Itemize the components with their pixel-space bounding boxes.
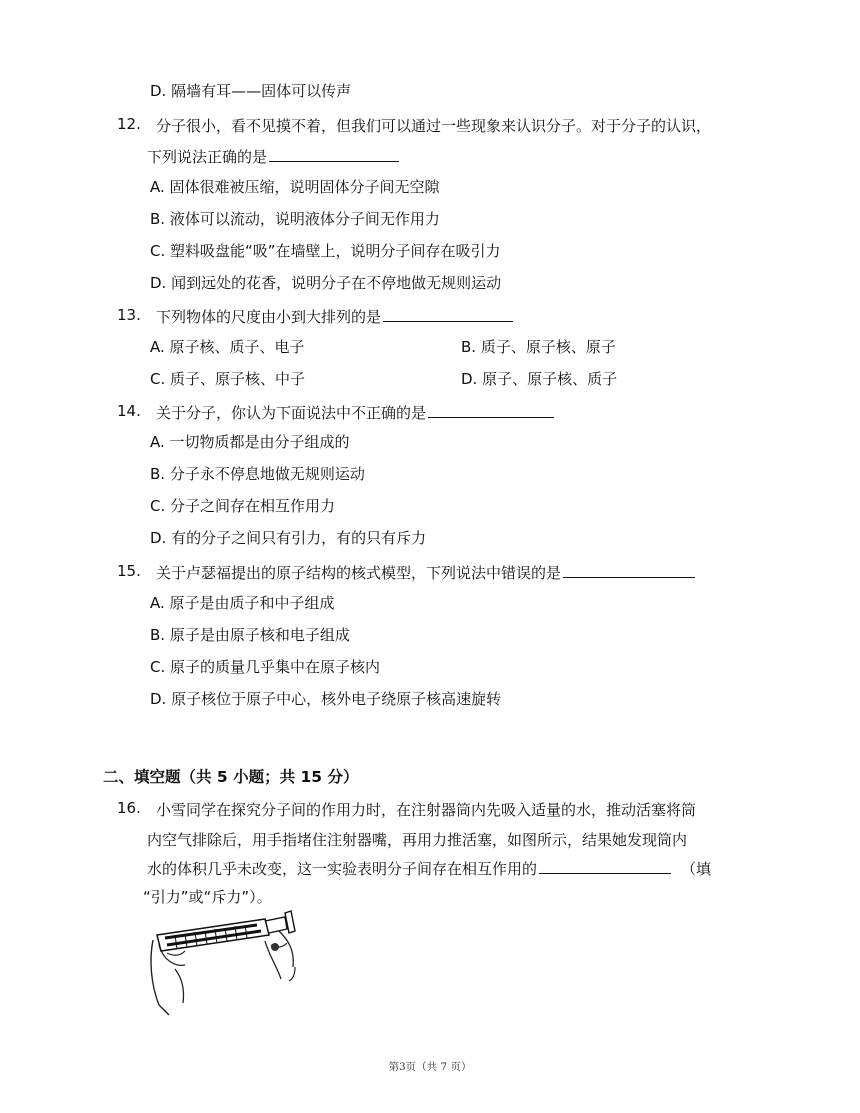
q16-stem-line1: 小雪同学在探究分子间的作用力时，在注射器筒内先吸入适量的水，推动活塞将筒 <box>156 801 697 819</box>
q12-option-b: B. 液体可以流动，说明液体分子间无作用力 <box>150 210 440 228</box>
q12-option-c: C. 塑料吸盘能“吸”在墙壁上，说明分子间存在吸引力 <box>150 242 501 260</box>
page-footer: 第3页（共 7 页） <box>388 1061 472 1073</box>
q14-option-b: B. 分子永不停息地做无规则运动 <box>150 465 365 483</box>
q14-option-c: C. 分子之间存在相互作用力 <box>150 497 336 515</box>
q15-stem-text: 关于卢瑟福提出的原子结构的核式模型，下列说法中错误的是 <box>156 564 562 582</box>
syringe-hand-illustration <box>145 905 305 1017</box>
q14-number: 14. <box>117 402 141 420</box>
q15-option-a: A. 原子是由质子和中子组成 <box>150 594 335 612</box>
q13-number: 13. <box>117 306 141 324</box>
q15-stem <box>156 562 695 583</box>
section-heading: 二、填空题（共 5 小题；共 15 分） <box>103 768 359 786</box>
q15-option-b: B. 原子是由原子核和电子组成 <box>150 626 350 644</box>
answer-blank[interactable] <box>269 147 399 162</box>
q14-option-d: D. 有的分子之间只有引力，有的只有斥力 <box>150 529 427 547</box>
answer-blank[interactable] <box>563 563 695 578</box>
q16-stem-line4: “引力”或“斥力”）。 <box>143 888 272 906</box>
q14-stem-text: 关于分子，你认为下面说法中不正确的是 <box>156 404 427 422</box>
q12-number: 12. <box>117 115 141 133</box>
q16-stem-line3-tail: （填 <box>681 860 712 878</box>
answer-blank[interactable] <box>428 403 554 418</box>
q12-option-d: D. 闻到远处的花香，说明分子在不停地做无规则运动 <box>150 274 502 292</box>
q13-option-c: C. 质子、原子核、中子 <box>150 370 306 388</box>
q14-option-a: A. 一切物质都是由分子组成的 <box>150 433 350 451</box>
q15-number: 15. <box>117 562 141 580</box>
q14-stem <box>156 402 554 423</box>
q11-option-d: D. 隔墙有耳——固体可以传声 <box>150 82 352 100</box>
q12-stem-line1: 分子很小，看不见摸不着，但我们可以通过一些现象来认识分子。对于分子的认识， <box>156 117 712 135</box>
answer-blank[interactable] <box>383 307 513 322</box>
q12-option-a: A. 固体很难被压缩，说明固体分子间无空隙 <box>150 178 440 196</box>
answer-blank[interactable] <box>539 859 671 874</box>
q12-stem-text: 下列说法正确的是 <box>147 148 268 166</box>
q16-stem-line3-text: 水的体积几乎未改变，这一实验表明分子间存在相互作用的 <box>147 860 538 878</box>
q13-option-b: B. 质子、原子核、原子 <box>461 338 616 356</box>
q13-option-a: A. 原子核、质子、电子 <box>150 338 305 356</box>
q15-option-d: D. 原子核位于原子中心，核外电子绕原子核高速旋转 <box>150 690 502 708</box>
q16-stem-line3 <box>147 858 711 879</box>
q13-stem <box>156 306 513 327</box>
q13-stem-text: 下列物体的尺度由小到大排列的是 <box>156 308 382 326</box>
q16-stem-line2: 内空气排除后，用手指堵住注射器嘴，再用力推活塞，如图所示，结果她发现筒内 <box>147 831 688 849</box>
q13-option-d: D. 原子、原子核、质子 <box>461 370 618 388</box>
q16-number: 16. <box>117 799 141 817</box>
q12-stem-line2 <box>147 146 399 167</box>
q15-option-c: C. 原子的质量几乎集中在原子核内 <box>150 658 381 676</box>
